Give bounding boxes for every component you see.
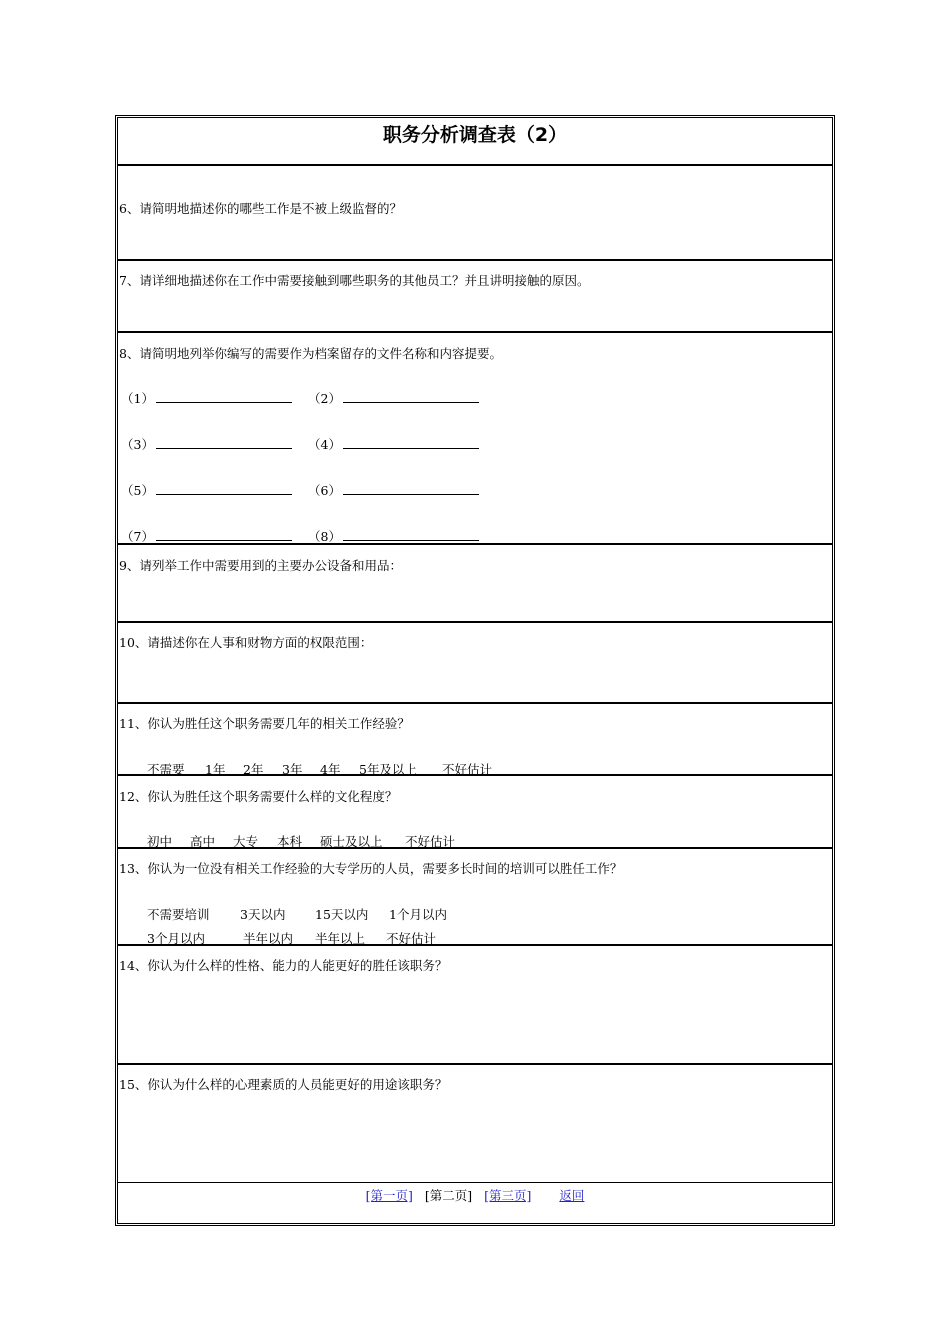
blank-label: （7） [121,529,154,544]
option-training-3d[interactable]: 3天以内 [240,907,286,922]
divider-q9 [117,621,833,623]
back-link[interactable]: 返回 [559,1188,585,1203]
divider-q7 [117,331,833,333]
option-experience-5y-plus[interactable]: 5年及以上 [359,762,417,777]
option-edu-unknown[interactable]: 不好估计 [405,834,456,849]
option-edu-master-plus[interactable]: 硕士及以上 [320,834,383,849]
divider-q14 [117,1063,833,1065]
option-experience-none[interactable]: 不需要 [147,762,185,777]
page-3-link[interactable]: [第三页] [484,1188,532,1203]
blank-field-6[interactable] [308,481,479,499]
divider-q10 [117,702,833,704]
option-experience-3y[interactable]: 3年 [282,762,303,777]
blank-field-2[interactable] [308,389,479,407]
option-training-3m[interactable]: 3个月以内 [147,931,205,946]
option-edu-bachelor[interactable]: 本科 [277,834,303,849]
divider-q13 [117,944,833,946]
option-edu-high[interactable]: 高中 [190,834,216,849]
option-edu-middle[interactable]: 初中 [147,834,173,849]
blank-label: （1） [121,391,154,406]
question-15: 15、你认为什么样的心理素质的人员能更好的用途该职务？ [119,1077,448,1092]
question-13: 13、你认为一位没有相关工作经验的大专学历的人员，需要多长时间的培训可以胜任工作？ [119,861,623,876]
question-8: 8、请简明地列举你编写的需要作为档案留存的文件名称和内容提要。 [119,346,502,361]
blank-label: （2） [308,391,341,406]
option-training-unknown[interactable]: 不好估计 [386,931,437,946]
question-14: 14、你认为什么样的性格、能力的人能更好的胜任该职务？ [119,958,448,973]
page-2-current: [第二页] [424,1188,473,1203]
question-10: 10、请描述你在人事和财物方面的权限范围： [119,635,373,650]
option-training-half-year[interactable]: 半年以内 [243,931,294,946]
divider-q6 [117,259,833,261]
question-11: 11、你认为胜任这个职务需要几年的相关工作经验？ [119,716,410,731]
blank-field-7[interactable] [121,527,292,545]
divider-q12 [117,847,833,849]
divider-title [117,164,833,166]
question-7: 7、请详细地描述你在工作中需要接触到哪些职务的其他员工？并且讲明接触的原因。 [119,273,590,288]
blank-field-5[interactable] [121,481,292,499]
option-experience-unknown[interactable]: 不好估计 [442,762,493,777]
option-training-none[interactable]: 不需要培训 [147,907,210,922]
blank-field-3[interactable] [121,435,292,453]
option-experience-1y[interactable]: 1年 [205,762,226,777]
question-12: 12、你认为胜任这个职务需要什么样的文化程度？ [119,789,398,804]
option-experience-4y[interactable]: 4年 [320,762,341,777]
page-1-link[interactable]: [第一页] [365,1188,413,1203]
blank-label: （3） [121,437,154,452]
blank-label: （8） [308,529,341,544]
blank-field-1[interactable] [121,389,292,407]
option-edu-college[interactable]: 大专 [233,834,259,849]
question-6: 6、请简明地描述你的哪些工作是不被上级监督的？ [119,201,402,216]
option-training-1m[interactable]: 1个月以内 [389,907,447,922]
blank-field-4[interactable] [308,435,479,453]
blank-field-8[interactable] [308,527,479,545]
question-9: 9、请列举工作中需要用到的主要办公设备和用品： [119,558,402,573]
page-navigation [117,1186,833,1204]
option-training-over-half-year[interactable]: 半年以上 [315,931,366,946]
divider-q15 [117,1182,833,1183]
option-experience-2y[interactable]: 2年 [243,762,264,777]
blank-label: （4） [308,437,341,452]
blank-label: （6） [308,483,341,498]
page-title: 职务分析调查表（2） [382,124,568,146]
option-training-15d[interactable]: 15天以内 [315,907,369,922]
blank-label: （5） [121,483,154,498]
